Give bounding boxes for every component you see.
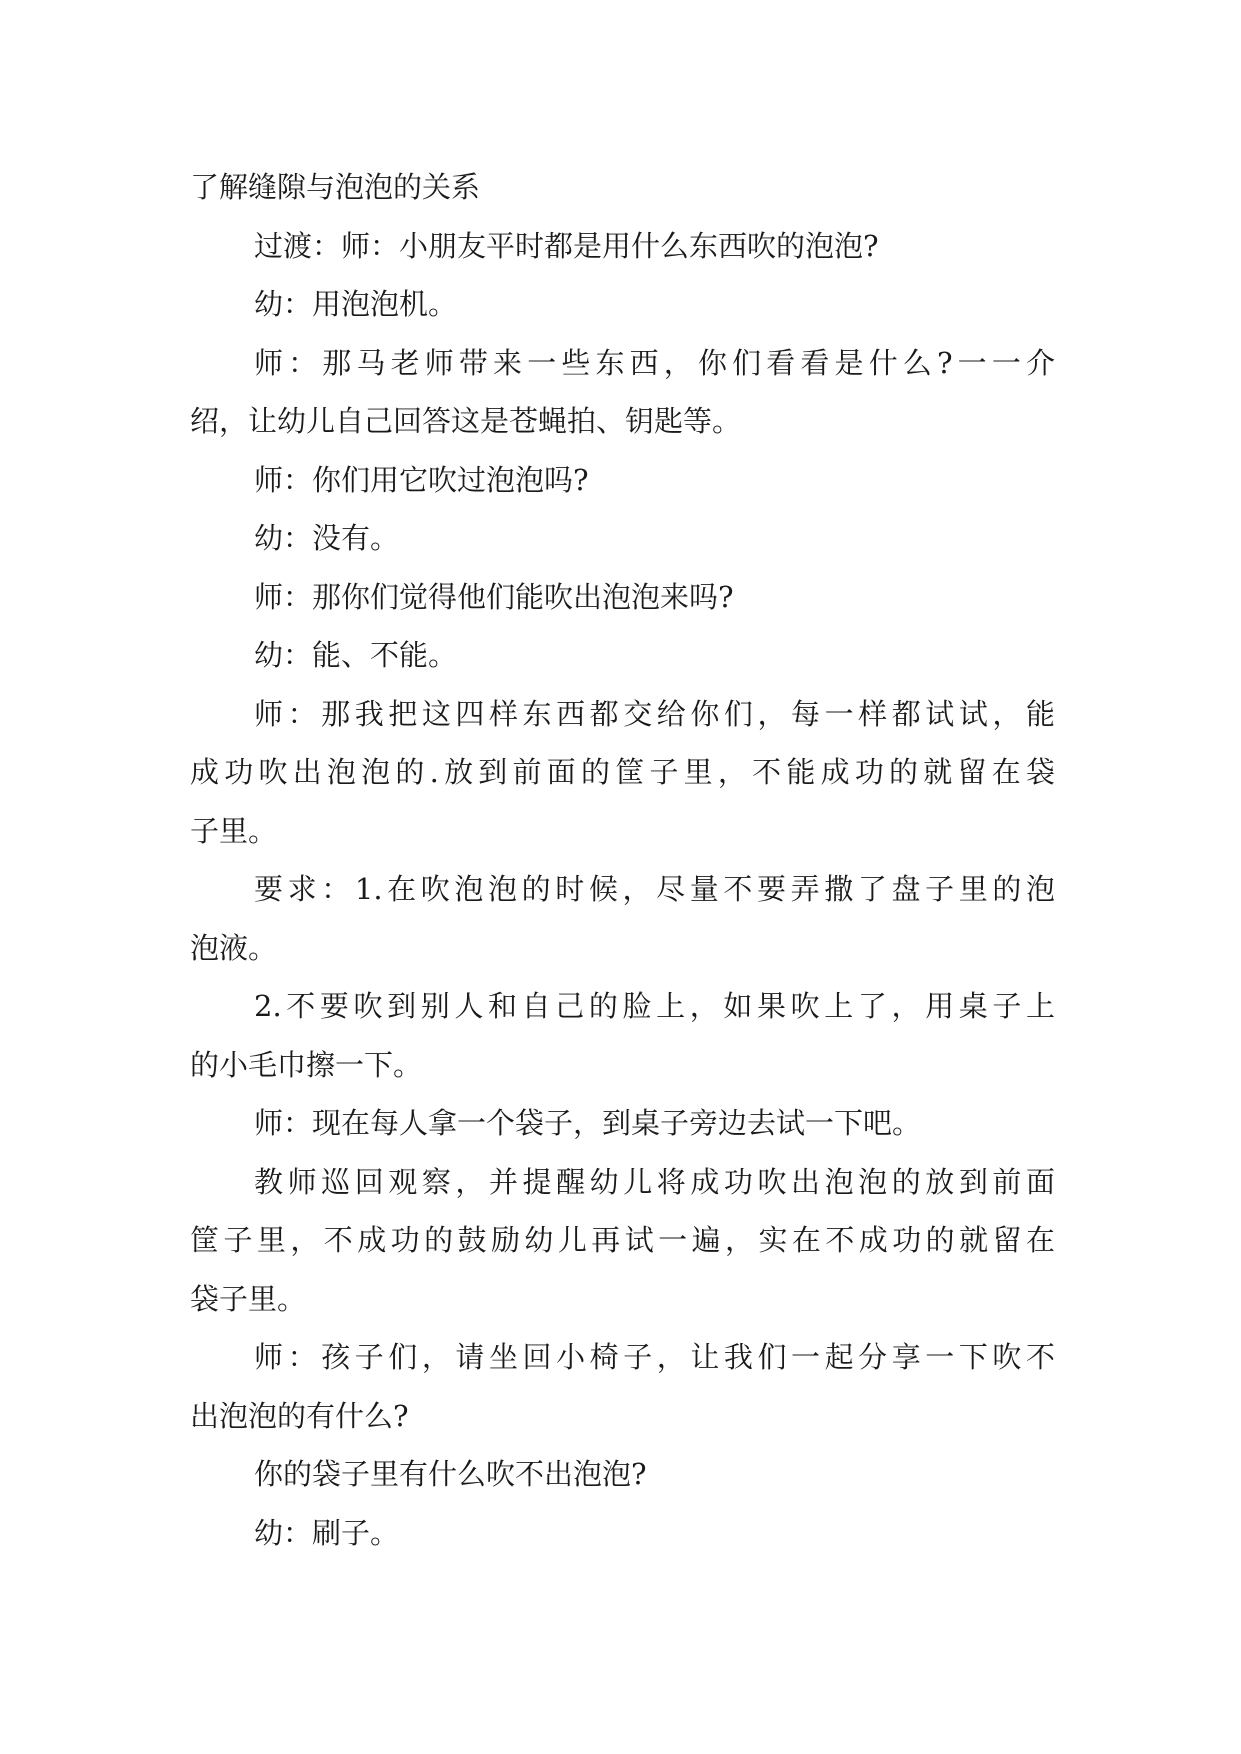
text-line: 幼：没有。 xyxy=(254,521,400,555)
text-line: 师：孩子们，请坐回小椅子，让我们一起分享一下吹不 xyxy=(254,1340,1055,1374)
text-line: 教师巡回观察，并提醒幼儿将成功吹出泡泡的放到前面 xyxy=(254,1164,1055,1199)
text-line: 你的袋子里有什么吹不出泡泡? xyxy=(254,1457,647,1491)
text-line: 师：那马老师带来一些东西，你们看看是什么?一一介 xyxy=(254,345,1055,380)
text-line: 幼：能、不能。 xyxy=(254,638,458,672)
text-line: 师：那我把这四样东西都交给你们，每一样都试试，能 xyxy=(254,696,1055,731)
text-line: 绍，让幼儿自己回答这是苍蝇拍、钥匙等。 xyxy=(190,404,742,438)
text-line: 筐子里，不成功的鼓励幼儿再试一遍，实在不成功的就留在 xyxy=(190,1223,1055,1257)
text-line: 师：你们用它吹过泡泡吗? xyxy=(254,462,589,497)
text-line: 了解缝隙与泡泡的关系 xyxy=(190,170,481,204)
text-line: 的小毛巾擦一下。 xyxy=(190,1047,423,1082)
text-line: 过渡：师：小朋友平时都是用什么东西吹的泡泡? xyxy=(254,228,879,263)
text-line: 成功吹出泡泡的.放到前面的筐子里，不能成功的就留在袋 xyxy=(190,755,1055,789)
text-line: 要求：1.在吹泡泡的时候，尽量不要弄撒了盘子里的泡 xyxy=(254,872,1055,906)
text-line: 袋子里。 xyxy=(190,1281,307,1316)
text-line: 2.不要吹到别人和自己的脸上，如果吹上了，用桌子上 xyxy=(254,989,1055,1023)
text-line: 幼：用泡泡机。 xyxy=(254,287,458,321)
text-line: 子里。 xyxy=(190,813,278,848)
text-line: 幼：刷子。 xyxy=(254,1515,400,1550)
text-line: 师：现在每人拿一个袋子，到桌子旁边去试一下吧。 xyxy=(254,1106,922,1140)
document-page xyxy=(190,158,1055,1562)
text-line: 师：那你们觉得他们能吹出泡泡来吗? xyxy=(254,579,734,614)
text-line: 出泡泡的有什么? xyxy=(190,1398,409,1433)
text-line: 泡液。 xyxy=(190,930,278,965)
